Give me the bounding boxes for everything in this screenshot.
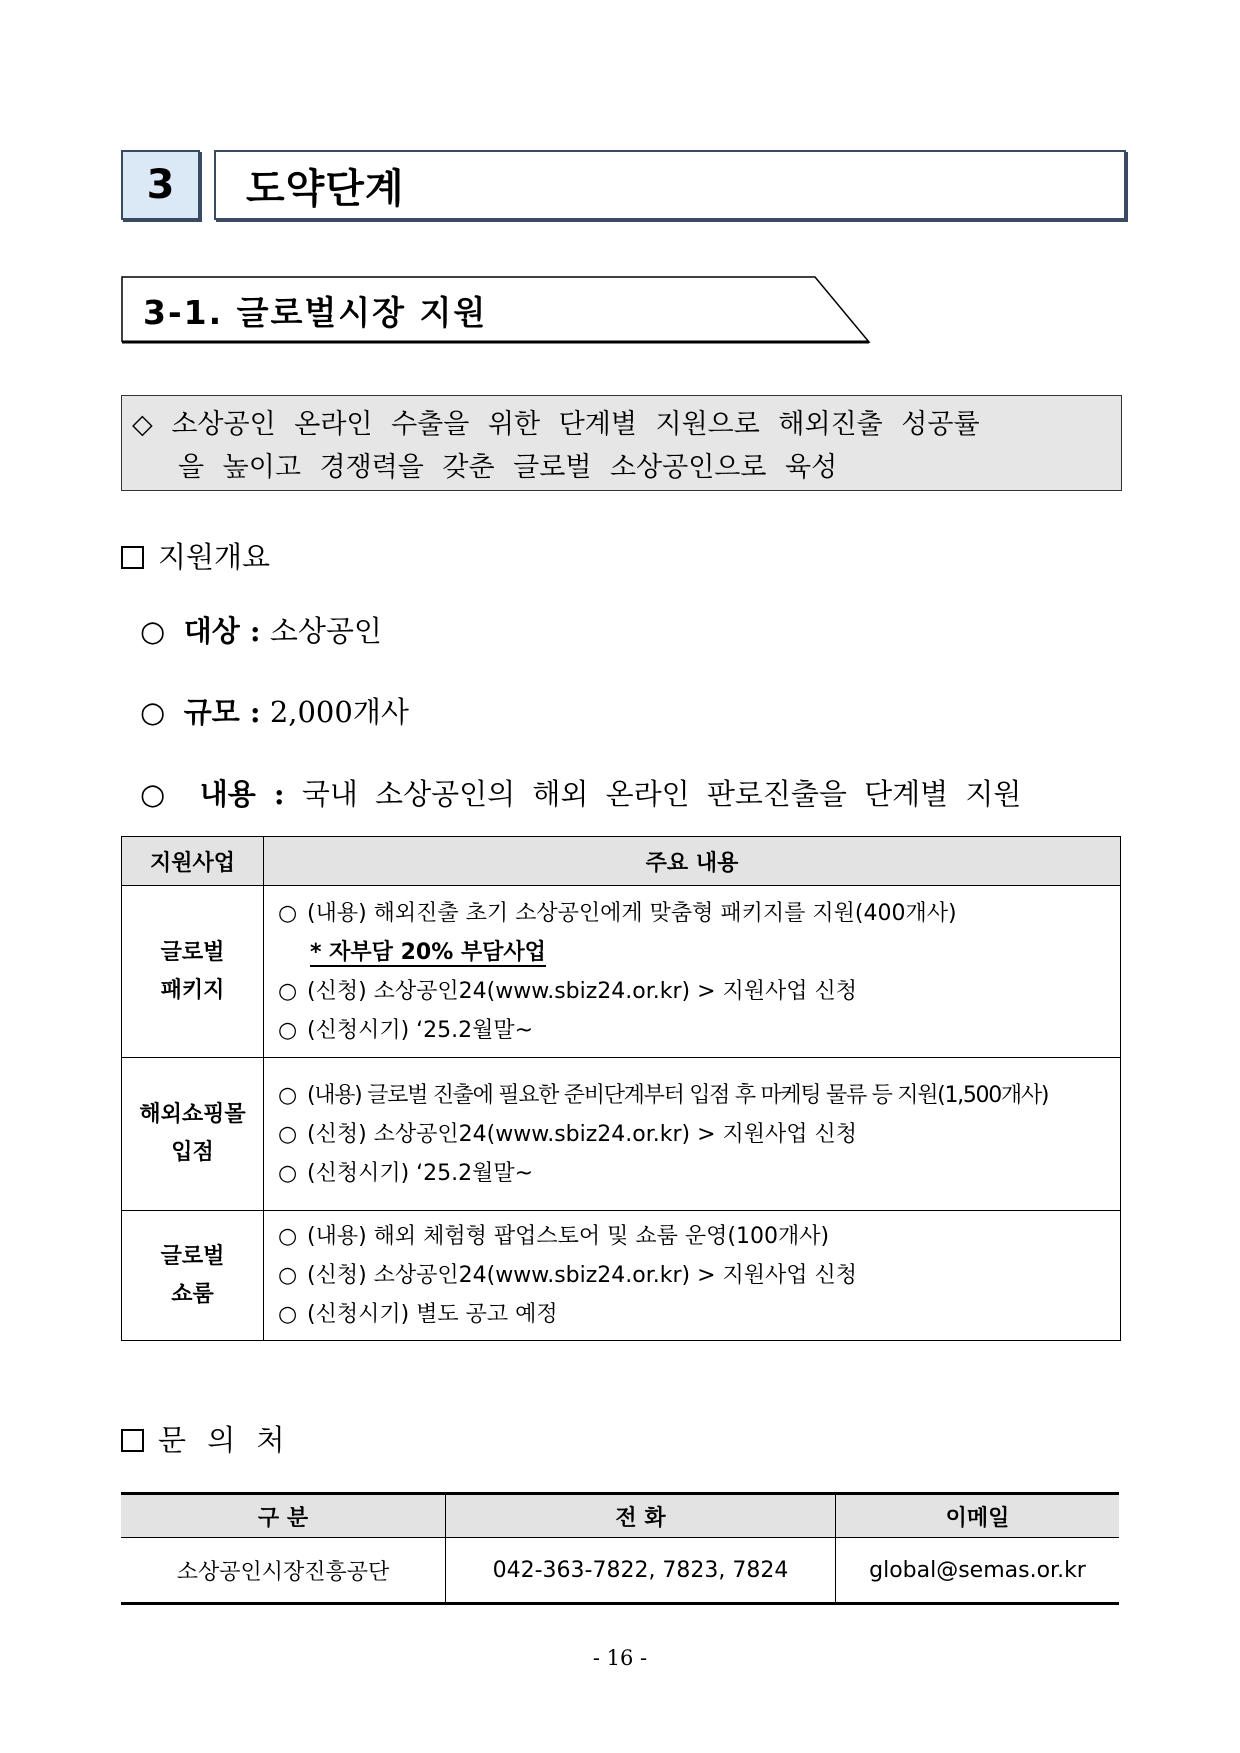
circle-bullet-icon: ○	[278, 1082, 296, 1108]
summary-line-1: ◇ 소상공인 온라인 수출을 위한 단계별 지원으로 해외진출 성공률	[132, 409, 980, 440]
detail-note	[278, 933, 1120, 972]
circle-bullet-icon: ○	[140, 614, 166, 648]
contact-heading-text: 문 의 처	[158, 1423, 285, 1457]
summary-line-2: 을 높이고 경쟁력을 갖춘 글로벌 소상공인으로 육성	[178, 452, 838, 483]
table-row	[122, 1058, 1121, 1211]
circle-bullet-icon: ○	[278, 1263, 298, 1288]
contact-heading	[121, 1418, 284, 1459]
table-row	[122, 1211, 1121, 1341]
circle-bullet-icon: ○	[278, 1302, 298, 1327]
program-name-cell	[122, 886, 264, 1058]
detail-item	[278, 1295, 1120, 1334]
program-detail-cell	[264, 1211, 1121, 1341]
detail-item	[278, 1256, 1120, 1295]
circle-bullet-icon: ○	[140, 695, 166, 729]
detail-text: (내용) 글로벌 진출에 필요한 준비단계부터 입점 후 마케팅 물류 등 지원(1,500개사)	[307, 1082, 1049, 1108]
overview-label: 내용 :	[199, 777, 285, 811]
table-header-cell: 주요 내용	[264, 837, 1121, 886]
contact-table	[121, 1492, 1119, 1605]
program-name-cell	[122, 1058, 264, 1211]
circle-bullet-icon: ○	[140, 777, 166, 811]
circle-bullet-icon: ○	[278, 1017, 298, 1043]
overview-item-scale	[140, 690, 409, 731]
program-detail-cell	[264, 886, 1121, 1058]
overview-item-content	[140, 772, 1021, 813]
detail-text: (신청시기) ‘25.2월말~	[307, 1160, 534, 1186]
detail-text: (신청) 소상공인24(www.sbiz24.or.kr) > 지원사업 신청	[307, 1121, 858, 1147]
overview-label: 대상 :	[183, 614, 261, 648]
page-number: - 16 -	[592, 1646, 648, 1670]
overview-heading	[121, 535, 270, 576]
circle-bullet-icon: ○	[278, 900, 298, 926]
program-name-line: 입점	[171, 1140, 214, 1165]
checkbox-square-icon	[121, 1429, 144, 1452]
table-header-cell: 이메일	[836, 1494, 1120, 1538]
support-table	[121, 836, 1121, 1341]
table-header-row	[122, 837, 1121, 886]
detail-text: (신청) 소상공인24(www.sbiz24.or.kr) > 지원사업 신청	[307, 1263, 858, 1288]
detail-item	[278, 1154, 1120, 1193]
overview-value: 소상공인	[269, 614, 382, 648]
detail-item	[278, 894, 1120, 933]
section-number: 3	[121, 150, 200, 220]
detail-item	[278, 972, 1120, 1011]
program-name-line: 쇼룸	[171, 1281, 214, 1307]
circle-bullet-icon: ○	[278, 1224, 298, 1249]
detail-item	[278, 1115, 1120, 1154]
program-name-line: 글로벌	[160, 1243, 225, 1269]
table-row	[121, 1538, 1119, 1604]
overview-value: 국내 소상공인의 해외 온라인 판로진출을 단계별 지원	[301, 777, 1022, 811]
detail-item	[278, 1217, 1120, 1256]
detail-text: (내용) 해외진출 초기 소상공인에게 맞춤형 패키지를 지원(400개사)	[307, 900, 957, 926]
program-name-line: 패키지	[160, 977, 225, 1003]
subsection-title: 3-1. 글로벌시장 지원	[143, 292, 488, 332]
overview-label: 규모 :	[183, 695, 261, 729]
overview-heading-text: 지원개요	[158, 540, 271, 574]
table-header-row	[121, 1494, 1119, 1538]
section-title: 도약단계	[214, 150, 1126, 220]
table-header-cell: 구 분	[121, 1494, 446, 1538]
overview-value: 2,000개사	[269, 695, 409, 729]
organization-cell: 소상공인시장진흥공단	[121, 1538, 446, 1604]
phone-cell: 042-363-7822, 7823, 7824	[446, 1538, 836, 1604]
detail-text: (신청) 소상공인24(www.sbiz24.or.kr) > 지원사업 신청	[307, 978, 858, 1004]
circle-bullet-icon: ○	[278, 1160, 298, 1186]
table-header-cell: 지원사업	[122, 837, 264, 886]
detail-text: (신청시기) 별도 공고 예정	[307, 1302, 558, 1327]
circle-bullet-icon: ○	[278, 1121, 298, 1147]
subsection-header	[121, 276, 871, 344]
table-header-cell: 전 화	[446, 1494, 836, 1538]
checkbox-square-icon	[121, 546, 144, 569]
email-cell: global@semas.or.kr	[836, 1538, 1120, 1604]
detail-note-text: * 자부담 20% 부담사업	[310, 939, 546, 965]
detail-text: (신청시기) ‘25.2월말~	[307, 1017, 534, 1043]
table-row	[122, 886, 1121, 1058]
detail-item	[278, 1076, 1120, 1115]
circle-bullet-icon: ○	[278, 978, 298, 1004]
program-detail-cell	[264, 1058, 1121, 1211]
detail-text: (내용) 해외 체험형 팝업스토어 및 쇼룸 운영(100개사)	[307, 1224, 830, 1249]
overview-item-target	[140, 609, 382, 650]
summary-box	[121, 395, 1122, 491]
detail-item	[278, 1011, 1120, 1050]
program-name-cell	[122, 1211, 264, 1341]
program-name-line: 해외쇼핑몰	[139, 1102, 246, 1127]
program-name-line: 글로벌	[160, 939, 225, 965]
